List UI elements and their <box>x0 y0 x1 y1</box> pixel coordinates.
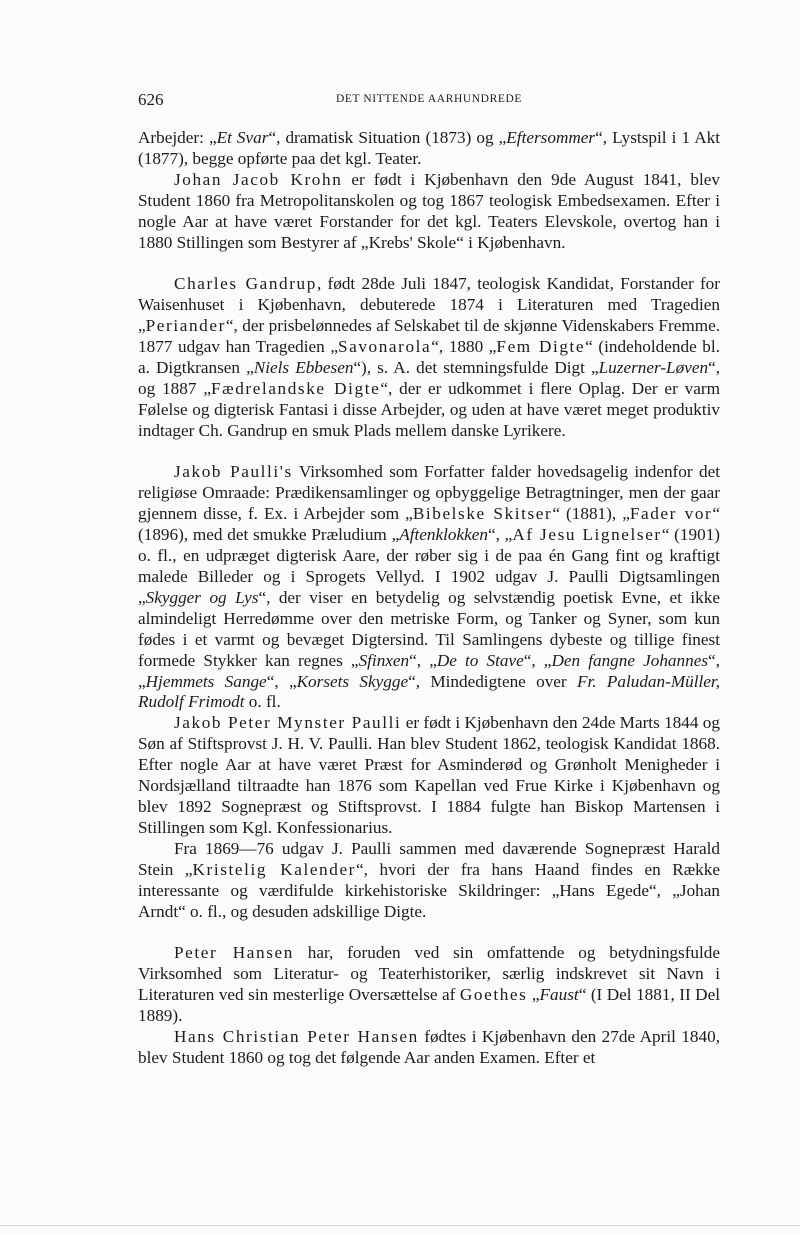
paragraph-paulli-bio: Jakob Peter Mynster Paulli er født i Kjøbenhavn den 24de Marts 1844 og Søn af Stiftsprovst J. H. V. Paulli. Han blev Student 1862, teologisk Kandidat 1868. Efter nogle Aar at have været Præst for Asminderød og Grønholt Menigheder i Nordsjælland tiltraadte han 1876 som Kapellan ved Frue Kirke i Kjøbenhavn og blev 1892 Sognepræst og Stiftsprovst. I 1884 fulgte han Biskop Martensen i Stillingen som Kgl. Konfessionarius. <box>138 713 720 837</box>
work-title: Aftenklokken <box>399 525 488 545</box>
paragraph-hansen-works: Peter Hansen har, foruden ved sin omfattende og betydningsfulde Virksomhed som Literatur- og Teaterhistoriker, særlig indskrevet sit Navn i Literaturen ved sin mesterlige Oversættelse af Goethes „Faust“ (I Del 1881, II Del 1889). <box>138 943 721 1026</box>
work-title: Savonarola <box>337 337 432 357</box>
work-title: Skygger og Lys <box>145 587 259 607</box>
work-title: De to Stave <box>436 650 524 670</box>
work-title: Hjemmets Sange <box>145 671 267 691</box>
work-title: Faust <box>539 985 579 1005</box>
work-title: Af Jesu Lignelser <box>512 525 662 545</box>
page-number: 626 <box>138 90 164 109</box>
work-title: Fader vor <box>629 504 713 524</box>
paragraph-krohn-bio: Johan Jacob Krohn er født i Kjøbenhavn den 9de August 1841, blev Student 1860 fra Metropolitanskolen og tog 1867 teologisk Embedsexamen. Efter i nogle Aar at have været Forstander for det kgl. Teaters Elevskole, overtog han i 1880 Stillingen som Bestyrer af „Krebs' Skole“ i Kjøbenhavn. <box>138 169 720 252</box>
person-name: Goethes <box>459 985 528 1005</box>
page-header <box>138 90 720 114</box>
running-head: DET NITTENDE AARHUNDREDE <box>335 93 523 105</box>
work-title: Luzerner-Løven <box>598 357 709 377</box>
person-name: Johan Jacob Krohn <box>174 169 343 189</box>
page-body <box>138 128 720 1069</box>
work-title: Den fangne Johannes <box>551 650 709 670</box>
person-name: Hans Christian Peter Hansen <box>174 1026 419 1046</box>
work-title: Bibelske Skitser <box>412 504 553 524</box>
paragraph-krohn-works-end: Arbejder: „Et Svar“, dramatisk Situation (1873) og „Eftersommer“, Lystspil i 1 Akt (1877), begge opførte paa det kgl. Teater. <box>138 128 721 168</box>
paragraph-paulli-calendar: Fra 1869—76 udgav J. Paulli sammen med daværende Sognepræst Harald Stein „Kristelig Kalender“, hvori der fra hans Haand findes en Række interessante og værdifulde kirkehistoriske Skildringer: „Hans Egede“, „Johan Arndt“ o. fl., og desuden adskillige Digte. <box>138 838 720 921</box>
person-name: Charles Gandrup <box>174 274 317 294</box>
page-bottom-edge <box>0 1225 800 1226</box>
work-title: Fædrelandske Digte <box>210 378 381 398</box>
work-title: Niels Ebbesen <box>253 357 354 377</box>
person-name: Jakob Peter Mynster Paulli <box>174 713 402 733</box>
work-title: Periander <box>145 316 226 336</box>
work-title: Eftersommer <box>506 128 596 147</box>
paragraph-paulli-works: Jakob Paulli's Virksomhed som Forfatter falder hovedsagelig indenfor det religiøse Omraade: Prædikensamlinger og opbyggelige Betragtninger, men der gaar gjennem disse, f. Ex. i Arbejder som „Bibelske Skitser“ (1881), „Fader vor“ (1896), med det smukke Præludium „Aftenklokken“, „Af Jesu Lignelser“ (1901) o. fl., en udpræget digterisk Aare, der røber sig i de paa én Gang fint og kraftigt malede Billeder og i Sprogets Vellyd. I 1902 udgav J. Paulli Digtsamlingen „Skygger og Lys“, der viser en betydelig og selvstændig poetisk Evne, et ikke almindeligt Herredømme over den metriske Form, og Tanker og Syner, som kun fødes i et varmt og bevæget Digtersind. Til Samlingens dybeste og tillige finest formede Stykker kan regnes „Sfinxen“, „De to Stave“, „Den fangne Johannes“, „Hjemmets Sange“, „Korsets Skygge“, Mindedigtene over Fr. Paludan-Müller, Rudolf Frimodt o. fl. <box>138 462 721 712</box>
work-title: Sfinxen <box>358 650 410 670</box>
person-name: Jakob Paulli's <box>174 462 293 482</box>
person-name: Peter Hansen <box>174 943 294 963</box>
work-title: Et Svar <box>216 128 269 147</box>
paragraph-gandrup: Charles Gandrup, født 28de Juli 1847, teologisk Kandidat, Forstander for Waisenhuset i Kjøbenhavn, debuterede 1874 i Literaturen med Tragedien „Periander“, der prisbelønnedes af Selskabet til de skjønne Videnskabers Fremme. 1877 udgav han Tragedien „Savonarola“, 1880 „Fem Digte“ (indeholdende bl. a. Digtkransen „Niels Ebbesen“), s. A. det stemningsfulde Digt „Luzerner-Løven“, og 1887 „Fædrelandske Digte“, der er udkommet i flere Oplag. Der er varm Følelse og digterisk Fantasi i disse Arbejder, og uden at have været meget produktiv indtager Ch. Gandrup en smuk Plads mellem danske Lyrikere. <box>138 274 720 440</box>
person-name: Fr. Paludan-Müller, Rudolf Frimodt <box>138 671 720 712</box>
work-title: Fem Digte <box>496 337 586 357</box>
work-title: Kristelig Kalender <box>192 859 357 879</box>
paragraph-hansen-bio: Hans Christian Peter Hansen fødtes i Kjøbenhavn den 27de April 1840, blev Student 1860 og tog det følgende Aar anden Examen. Efter et <box>138 1026 721 1067</box>
work-title: Korsets Skygge <box>296 671 409 691</box>
